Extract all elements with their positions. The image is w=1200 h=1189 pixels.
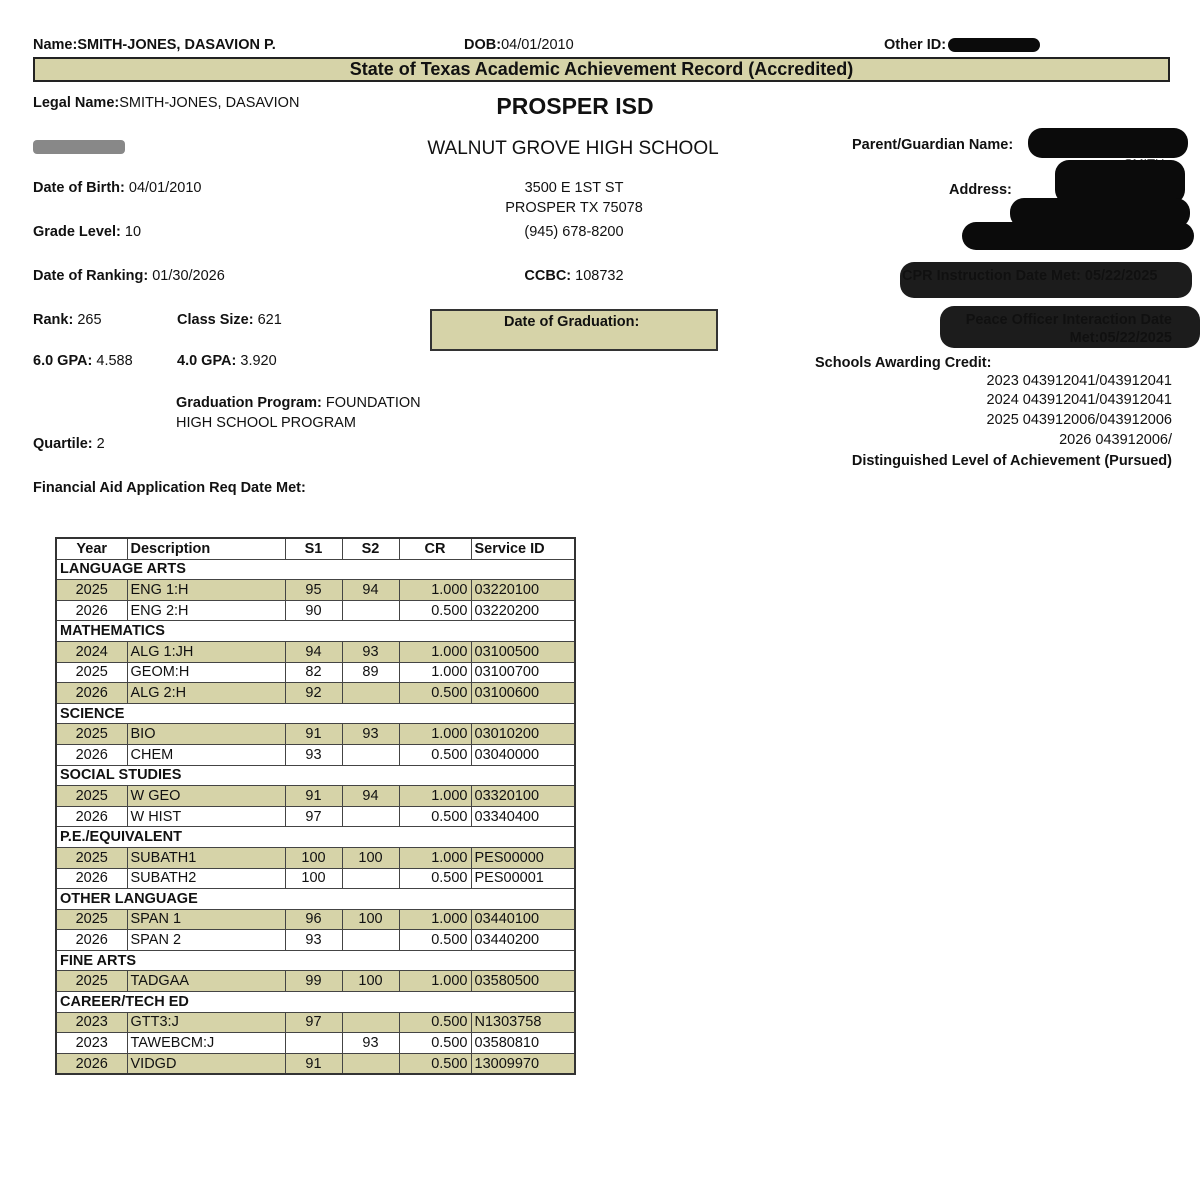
cell-s2: 89: [342, 662, 399, 683]
cell-s1: 96: [285, 909, 342, 930]
cell-year: 2023: [56, 1012, 127, 1033]
redaction-id: [33, 140, 125, 154]
category-label: FINE ARTS: [56, 950, 575, 971]
school-credit-2026: 2026 043912006/: [1059, 432, 1172, 448]
cell-service-id: 13009970: [471, 1053, 575, 1074]
category-row: [56, 765, 575, 786]
cell-credit: 0.500: [399, 806, 471, 827]
cell-description: VIDGD: [127, 1053, 285, 1074]
schools-awarding-credit-label: Schools Awarding Credit:: [815, 355, 992, 371]
cell-s1: 91: [285, 1053, 342, 1074]
cell-credit: 1.000: [399, 847, 471, 868]
date-of-birth: Date of Birth: 04/01/2010: [33, 180, 202, 196]
table-row: [56, 806, 575, 827]
cell-credit: 1.000: [399, 662, 471, 683]
cell-s1: 93: [285, 744, 342, 765]
category-label: CAREER/TECH ED: [56, 992, 575, 1013]
quartile: Quartile: 2: [33, 436, 105, 452]
graduation-program: Graduation Program: FOUNDATION: [176, 395, 421, 411]
cell-year: 2025: [56, 786, 127, 807]
table-row: [56, 1053, 575, 1074]
cell-credit: 1.000: [399, 786, 471, 807]
cell-credit: 0.500: [399, 683, 471, 704]
cell-year: 2025: [56, 724, 127, 745]
date-of-ranking: Date of Ranking: 01/30/2026: [33, 268, 225, 284]
cell-service-id: 03220100: [471, 580, 575, 601]
cell-service-id: 03100600: [471, 683, 575, 704]
cell-description: SUBATH1: [127, 847, 285, 868]
cell-s1: 100: [285, 868, 342, 889]
district-name: PROSPER ISD: [496, 93, 654, 119]
cell-credit: 0.500: [399, 930, 471, 951]
cell-description: GTT3:J: [127, 1012, 285, 1033]
cell-s1: 92: [285, 683, 342, 704]
financial-aid-date: Financial Aid Application Req Date Met:: [33, 480, 306, 496]
table-row: [56, 600, 575, 621]
cell-s1: 93: [285, 930, 342, 951]
class-size: Class Size: 621: [177, 312, 282, 328]
table-row: [56, 909, 575, 930]
table-row: [56, 744, 575, 765]
cell-s2: [342, 683, 399, 704]
cell-s1: 90: [285, 600, 342, 621]
table-row: [56, 1033, 575, 1054]
header-dob: DOB:04/01/2010: [464, 37, 574, 53]
redaction-fhsp: [962, 222, 1194, 250]
school-credit-2024: 2024 043912041/043912041: [986, 392, 1172, 408]
cell-s2: 100: [342, 971, 399, 992]
cell-year: 2024: [56, 641, 127, 662]
category-row: [56, 992, 575, 1013]
cell-year: 2026: [56, 744, 127, 765]
table-row: [56, 724, 575, 745]
cell-s1: 97: [285, 1012, 342, 1033]
cell-s1: 91: [285, 724, 342, 745]
cell-s2: 93: [342, 641, 399, 662]
category-label: LANGUAGE ARTS: [56, 559, 575, 580]
cell-service-id: 03040000: [471, 744, 575, 765]
school-address-2: PROSPER TX 75078: [505, 200, 643, 216]
cell-credit: 1.000: [399, 641, 471, 662]
cell-s2: [342, 806, 399, 827]
cell-credit: 1.000: [399, 580, 471, 601]
graduation-date-box: [430, 309, 718, 351]
cell-year: 2025: [56, 662, 127, 683]
col-s1: S1: [285, 538, 342, 559]
cell-s1: 91: [285, 786, 342, 807]
cell-service-id: PES00001: [471, 868, 575, 889]
school-name: WALNUT GROVE HIGH SCHOOL: [427, 138, 719, 159]
cell-description: SPAN 2: [127, 930, 285, 951]
category-label: SCIENCE: [56, 703, 575, 724]
cell-s2: 100: [342, 909, 399, 930]
table-header-row: [56, 538, 575, 559]
cell-s2: [342, 744, 399, 765]
cell-service-id: 03440200: [471, 930, 575, 951]
cell-credit: 0.500: [399, 600, 471, 621]
school-credit-2025: 2025 043912006/043912006: [986, 412, 1172, 428]
cell-service-id: 03220200: [471, 600, 575, 621]
table-row: [56, 971, 575, 992]
legal-name: Legal Name:SMITH-JONES, DASAVION: [33, 95, 300, 111]
cell-description: TAWEBCM:J: [127, 1033, 285, 1054]
cell-year: 2026: [56, 868, 127, 889]
cell-service-id: 03010200: [471, 724, 575, 745]
gpa-4: 4.0 GPA: 3.920: [177, 353, 277, 369]
cell-description: ENG 1:H: [127, 580, 285, 601]
col-year: Year: [56, 538, 127, 559]
table-row: [56, 683, 575, 704]
cell-s2: 100: [342, 847, 399, 868]
cell-s1: 97: [285, 806, 342, 827]
cell-s1: 99: [285, 971, 342, 992]
table-row: [56, 847, 575, 868]
cell-service-id: 03580500: [471, 971, 575, 992]
cell-description: ENG 2:H: [127, 600, 285, 621]
graduation-program-line2: HIGH SCHOOL PROGRAM: [176, 415, 356, 431]
cell-credit: 0.500: [399, 1033, 471, 1054]
category-label: OTHER LANGUAGE: [56, 889, 575, 910]
cell-description: CHEM: [127, 744, 285, 765]
table-row: [56, 580, 575, 601]
school-phone: (945) 678-8200: [524, 224, 624, 240]
parent-guardian-label: Parent/Guardian Name:: [852, 137, 1014, 153]
cell-credit: 0.500: [399, 868, 471, 889]
category-row: [56, 703, 575, 724]
course-grades-table: [55, 537, 576, 1075]
col-s2: S2: [342, 538, 399, 559]
category-row: [56, 950, 575, 971]
cell-service-id: 03580810: [471, 1033, 575, 1054]
cell-year: 2026: [56, 1053, 127, 1074]
grade-level: Grade Level: 10: [33, 224, 142, 240]
header-other-id: Other ID:: [884, 37, 947, 53]
cell-service-id: 03320100: [471, 786, 575, 807]
cell-s1: 100: [285, 847, 342, 868]
redaction-other-id: [948, 38, 1040, 52]
category-row: [56, 827, 575, 848]
cell-year: 2026: [56, 806, 127, 827]
cell-description: W HIST: [127, 806, 285, 827]
cell-credit: 0.500: [399, 744, 471, 765]
ccbc: CCBC: 108732: [524, 268, 624, 284]
cell-year: 2026: [56, 683, 127, 704]
cell-year: 2023: [56, 1033, 127, 1054]
cell-description: W GEO: [127, 786, 285, 807]
category-label: SOCIAL STUDIES: [56, 765, 575, 786]
category-label: P.E./EQUIVALENT: [56, 827, 575, 848]
cell-description: BIO: [127, 724, 285, 745]
redaction-parent: [1028, 128, 1188, 158]
col-service-id: Service ID: [471, 538, 575, 559]
cell-description: GEOM:H: [127, 662, 285, 683]
cell-year: 2025: [56, 580, 127, 601]
cell-description: ALG 1:JH: [127, 641, 285, 662]
cell-s2: [342, 600, 399, 621]
cell-service-id: 03340400: [471, 806, 575, 827]
cell-s2: 93: [342, 724, 399, 745]
cell-description: ALG 2:H: [127, 683, 285, 704]
gpa-6: 6.0 GPA: 4.588: [33, 353, 133, 369]
cell-s2: 94: [342, 786, 399, 807]
distinguished-level: Distinguished Level of Achievement (Pursued): [851, 453, 1172, 469]
category-row: [56, 621, 575, 642]
cell-service-id: 03100700: [471, 662, 575, 683]
redaction-cpr: [900, 262, 1192, 298]
cell-service-id: 03100500: [471, 641, 575, 662]
cell-year: 2025: [56, 847, 127, 868]
col-description: Description: [127, 538, 285, 559]
cell-description: SPAN 1: [127, 909, 285, 930]
cell-description: SUBATH2: [127, 868, 285, 889]
cell-service-id: PES00000: [471, 847, 575, 868]
cell-s2: [342, 868, 399, 889]
cell-s1: 82: [285, 662, 342, 683]
graduation-date-label: Date of Graduation:: [504, 314, 640, 330]
cell-year: 2026: [56, 930, 127, 951]
table-row: [56, 930, 575, 951]
category-row: [56, 889, 575, 910]
table-row: [56, 641, 575, 662]
cell-s2: [342, 1053, 399, 1074]
table-row: [56, 1012, 575, 1033]
cell-credit: 1.000: [399, 909, 471, 930]
cell-credit: 1.000: [399, 971, 471, 992]
cell-credit: 0.500: [399, 1012, 471, 1033]
cell-description: TADGAA: [127, 971, 285, 992]
cell-year: 2026: [56, 600, 127, 621]
cell-s1: [285, 1033, 342, 1054]
category-row: [56, 559, 575, 580]
address-label: Address:: [949, 182, 1012, 198]
cell-s2: 93: [342, 1033, 399, 1054]
table-row: [56, 662, 575, 683]
record-title: State of Texas Academic Achievement Record (Accredited): [33, 57, 1170, 82]
cell-credit: 0.500: [399, 1053, 471, 1074]
cell-s1: 95: [285, 580, 342, 601]
cell-service-id: 03440100: [471, 909, 575, 930]
cell-s2: [342, 930, 399, 951]
cell-service-id: N1303758: [471, 1012, 575, 1033]
cell-s1: 94: [285, 641, 342, 662]
col-cr: CR: [399, 538, 471, 559]
redaction-peace: [940, 306, 1200, 348]
header-name: Name:SMITH-JONES, DASAVION P.: [33, 37, 276, 53]
cell-s2: [342, 1012, 399, 1033]
school-credit-2023: 2023 043912041/043912041: [986, 373, 1172, 389]
cell-credit: 1.000: [399, 724, 471, 745]
school-address-1: 3500 E 1ST ST: [524, 180, 624, 196]
table-row: [56, 868, 575, 889]
cell-year: 2025: [56, 909, 127, 930]
cell-s2: 94: [342, 580, 399, 601]
rank: Rank: 265: [33, 312, 102, 328]
table-row: [56, 786, 575, 807]
category-label: MATHEMATICS: [56, 621, 575, 642]
cell-year: 2025: [56, 971, 127, 992]
